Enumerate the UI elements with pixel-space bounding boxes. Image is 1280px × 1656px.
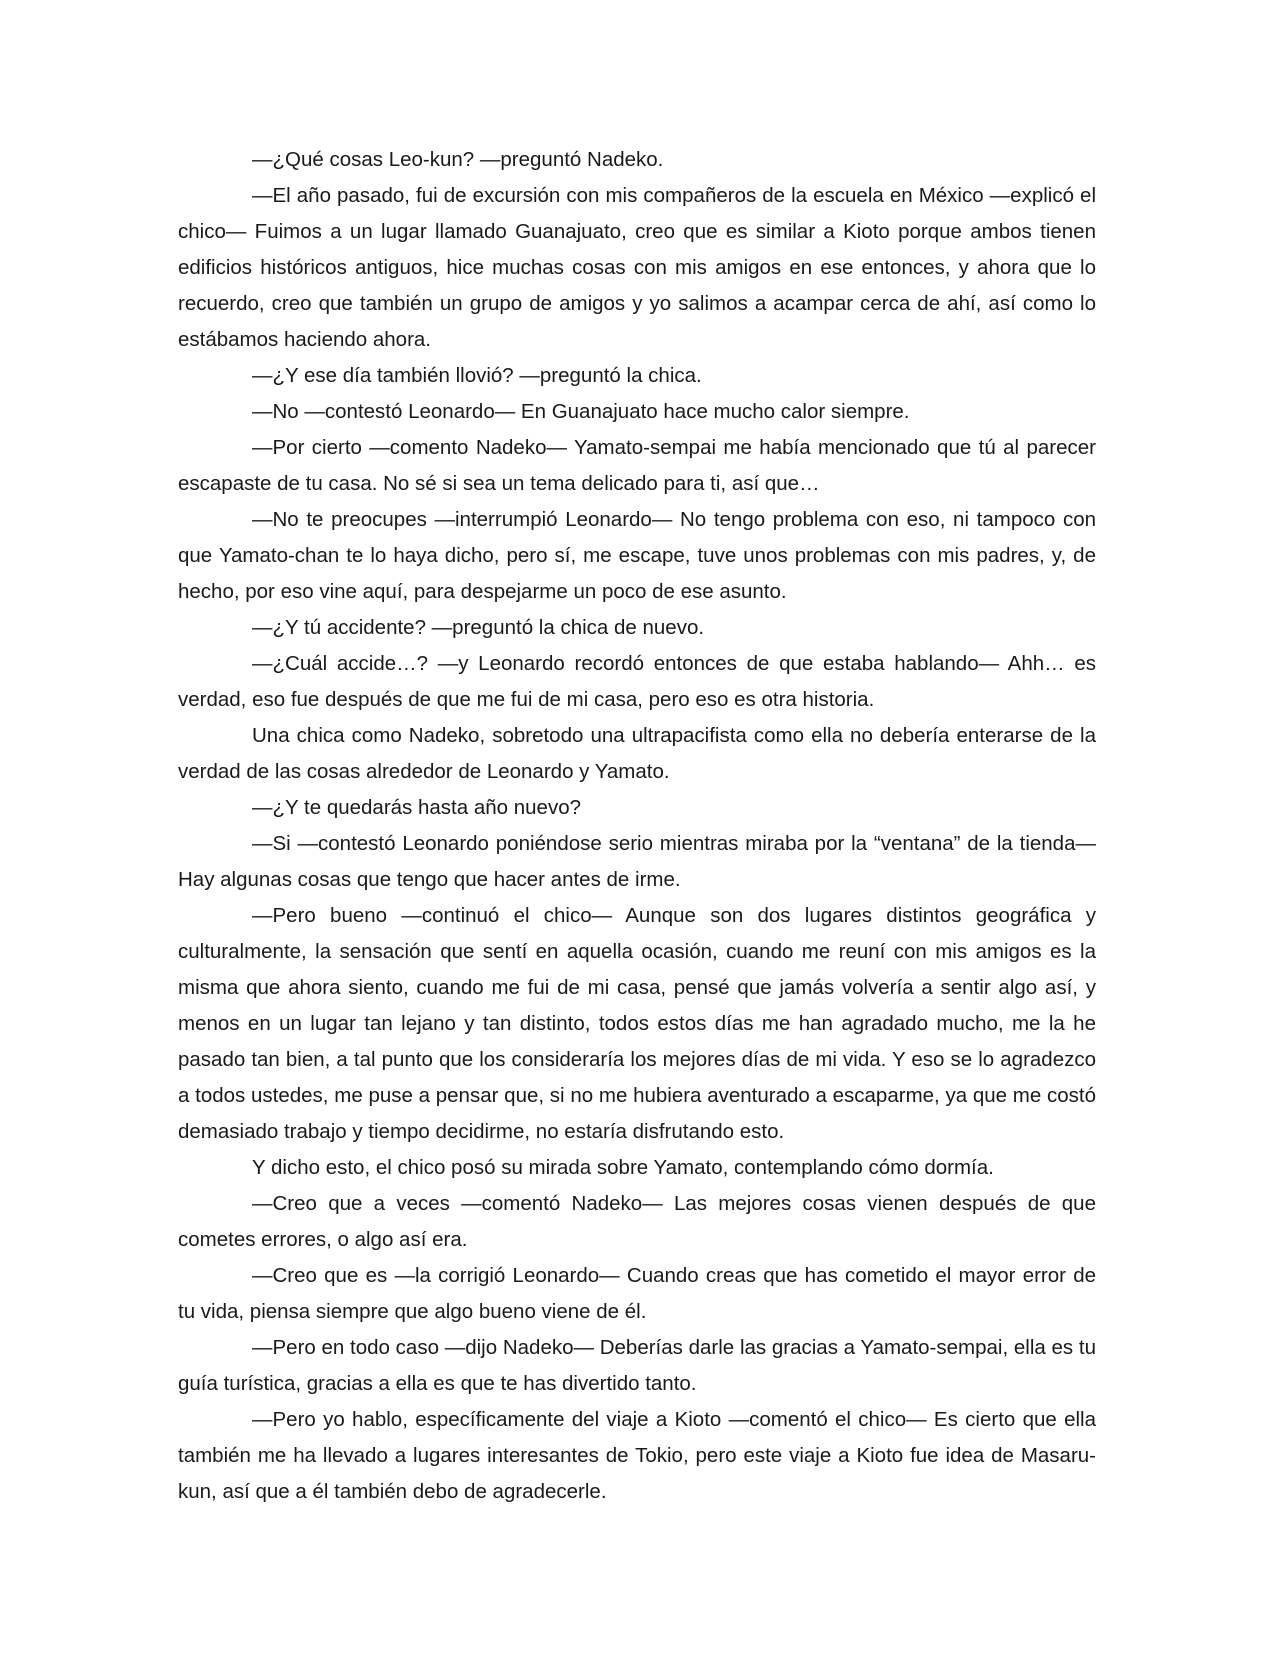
paragraph: —El año pasado, fui de excursión con mis compañeros de la escuela en México —explicó el chico— Fuimos a un lugar llamado Guanajuato, creo que es similar a Kioto porque ambos tienen edificios históricos antiguos, hice muchas cosas con mis amigos en ese entonces, y ahora que lo recuerdo, creo que también un grupo de amigos y yo salimos a acampar cerca de ahí, así como lo estábamos haciendo ahora. [178, 184, 1096, 351]
paragraph: —No te preocupes —interrumpió Leonardo— No tengo problema con eso, ni tampoco con que Yamato-chan te lo haya dicho, pero sí, me escape, tuve unos problemas con mis padres, y, de hecho, por eso vine aquí, para despejarme un poco de ese asunto. [178, 508, 1096, 603]
paragraph: —¿Y ese día también llovió? —preguntó la chica. [252, 364, 702, 387]
document-body [178, 142, 1096, 1510]
paragraph: Una chica como Nadeko, sobretodo una ultrapacifista como ella no debería enterarse de la verdad de las cosas alrededor de Leonardo y Yamato. [178, 724, 1096, 783]
paragraph: —Pero yo hablo, específicamente del viaje a Kioto —comentó el chico— Es cierto que ella también me ha llevado a lugares interesantes de Tokio, pero este viaje a Kioto fue idea de Masaru-kun, así que a él también debo de agradecerle. [178, 1408, 1096, 1503]
paragraph: —Si —contestó Leonardo poniéndose serio mientras miraba por la “ventana” de la tienda— Hay algunas cosas que tengo que hacer antes de irme. [178, 832, 1096, 891]
paragraph: —Pero bueno —continuó el chico— Aunque son dos lugares distintos geográfica y culturalmente, la sensación que sentí en aquella ocasión, cuando me reuní con mis amigos es la misma que ahora siento, cuando me fui de mi casa, pensé que jamás volvería a sentir algo así, y menos en un lugar tan lejano y tan distinto, todos estos días me han agradado mucho, me la he pasado tan bien, a tal punto que los consideraría los mejores días de mi vida. Y eso se lo agradezco a todos ustedes, me puse a pensar que, si no me hubiera aventurado a escaparme, ya que me costó demasiado trabajo y tiempo decidirme, no estaría disfrutando esto. [178, 904, 1096, 1143]
paragraph: —Creo que a veces —comentó Nadeko— Las mejores cosas vienen después de que cometes errores, o algo así era. [178, 1192, 1096, 1251]
paragraph: —Pero en todo caso —dijo Nadeko— Deberías darle las gracias a Yamato-sempai, ella es tu guía turística, gracias a ella es que te has divertido tanto. [178, 1336, 1096, 1395]
paragraph: —¿Y tú accidente? —preguntó la chica de nuevo. [252, 616, 705, 639]
paragraph: —Creo que es —la corrigió Leonardo— Cuando creas que has cometido el mayor error de tu vida, piensa siempre que algo bueno viene de él. [178, 1264, 1096, 1323]
paragraph: —¿Qué cosas Leo-kun? —preguntó Nadeko. [252, 148, 664, 171]
paragraph: Y dicho esto, el chico posó su mirada sobre Yamato, contemplando cómo dormía. [252, 1156, 994, 1179]
paragraph: —¿Cuál accide…? —y Leonardo recordó entonces de que estaba hablando— Ahh… es verdad, eso fue después de que me fui de mi casa, pero eso es otra historia. [178, 652, 1096, 711]
paragraph: —Por cierto —comento Nadeko— Yamato-sempai me había mencionado que tú al parecer escapaste de tu casa. No sé si sea un tema delicado para ti, así que… [178, 436, 1096, 495]
paragraph: —No —contestó Leonardo— En Guanajuato hace mucho calor siempre. [252, 400, 910, 423]
paragraph: —¿Y te quedarás hasta año nuevo? [252, 796, 581, 819]
